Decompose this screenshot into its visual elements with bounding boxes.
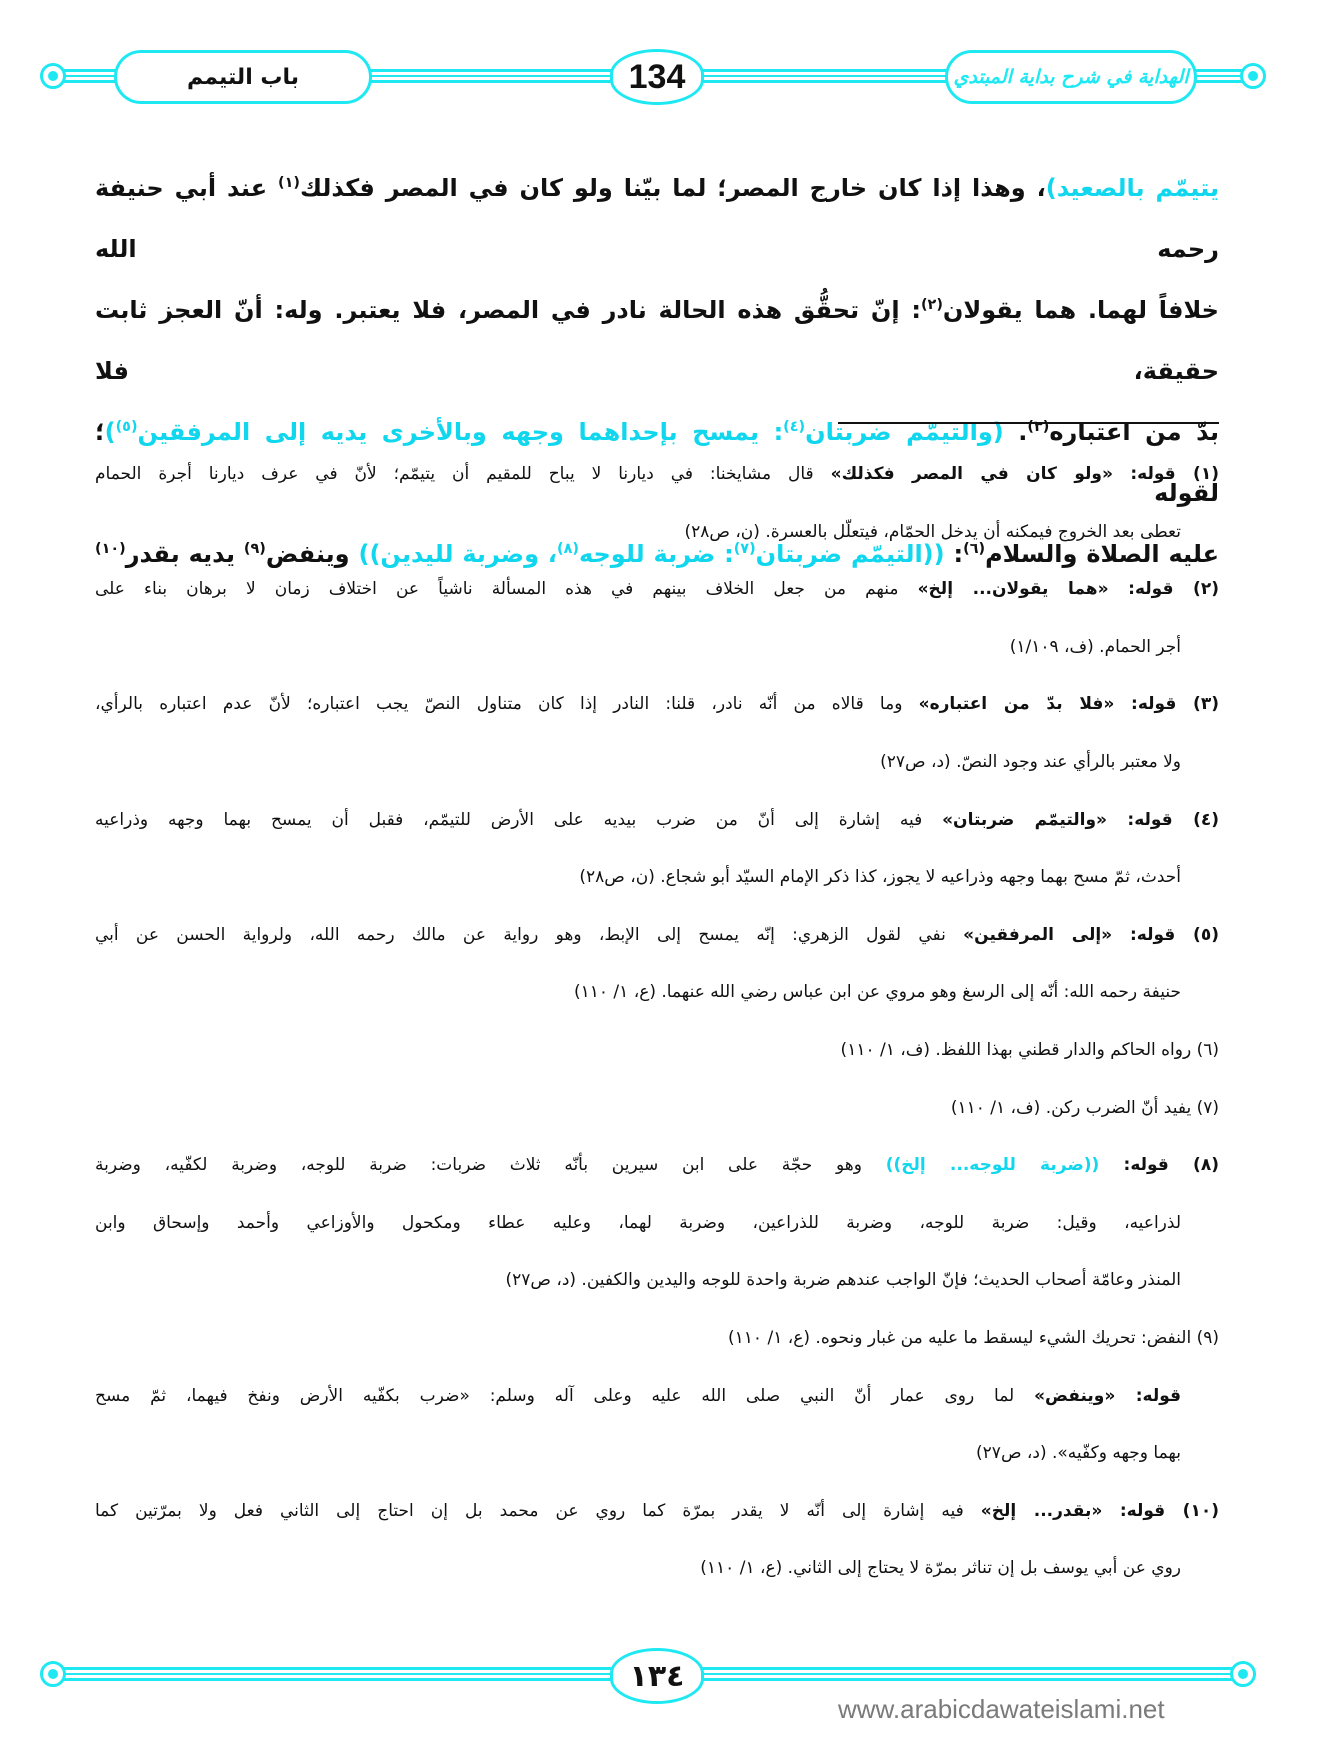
text-segment: أجر الحمام. (ف، ١/١٠٩) xyxy=(1009,636,1181,657)
header-right-ornament-icon xyxy=(1240,63,1266,89)
footnote-line xyxy=(95,907,1219,965)
footnote-line xyxy=(95,734,1219,792)
matn-highlight: يتيمّم بالصعيد) xyxy=(1045,174,1219,202)
text-segment: روي عن أبي يوسف بل إن تناثر بمرّة لا يحتاج إلى الثاني. (ع، ١/ ١١٠) xyxy=(700,1558,1181,1579)
text-segment: ، وهذا إذا كان خارج المصر؛ لما بيّنا ولو كان في المصر فكذلك xyxy=(299,174,1046,202)
text-segment: فيه إشارة إلى أنّ من ضرب بيديه على الأرض للتيمّم، فقبل أن يمسح بهما وجهه وذراعيه xyxy=(95,809,943,830)
footnote-line xyxy=(95,1022,1219,1080)
page-number: 134 xyxy=(628,57,686,96)
text-segment: ؛ لقوله xyxy=(95,418,1219,507)
footnote-separator xyxy=(838,422,1219,424)
footnote-line xyxy=(95,676,1219,734)
text-segment: يديه بقدر xyxy=(125,540,244,568)
footnote-reference[interactable]: (١) xyxy=(278,175,300,191)
text-segment: منهم من جعل الخلاف بينهم في هذه المسألة ناشياً عن اختلاف زمان لا برهان بناء على xyxy=(95,579,918,600)
text-segment: قال مشايخنا: في ديارنا لا يباح للمقيم أن يتيمّم؛ لأنّ في عرف ديارنا أجرة الحمام xyxy=(95,464,831,484)
footnote-reference[interactable]: (١٠) xyxy=(95,541,126,557)
footnote-reference[interactable]: (٢) xyxy=(920,297,943,313)
text-segment: عليه الصلاة والسلام xyxy=(985,540,1220,568)
footnote-line xyxy=(95,1195,1219,1253)
footnote-line xyxy=(95,1540,1219,1598)
text-segment: (٢) قوله: «هما يقولان... إلخ» xyxy=(917,579,1219,600)
footnote-line xyxy=(95,1137,1219,1195)
footnote-line xyxy=(95,964,1219,1022)
footnote-reference[interactable]: (٣) xyxy=(1027,419,1050,435)
footnotes xyxy=(95,446,1219,1598)
book-title-logo: الهداية في شرح بداية المبتدي xyxy=(953,66,1189,88)
footnote-line xyxy=(95,446,1219,504)
text-segment: ولا معتبر بالرأي عند وجود النصّ. (د، ص٢٧) xyxy=(880,751,1181,772)
footer-right-ornament-icon xyxy=(1230,1661,1256,1687)
footnote-line xyxy=(95,1310,1219,1368)
footnote-line xyxy=(95,1425,1219,1483)
matn-highlight: ، وضربة لليدين)) xyxy=(358,540,557,568)
footnote-line xyxy=(95,792,1219,850)
text-segment: حنيفة رحمه الله: أنّه إلى الرسغ وهو مروي عن ابن عباس رضي الله عنهما. (ع، ١/ ١١٠) xyxy=(573,982,1181,1003)
text-segment: تعطى بعد الخروج فيمكنه أن يدخل الحمّام، فيتعلّل بالعسرة. (ن، ص٢٨) xyxy=(684,521,1181,542)
footnote-line xyxy=(95,1080,1219,1138)
footnote-reference[interactable]: (٧) xyxy=(733,541,756,557)
footnote-reference[interactable]: (٤) xyxy=(783,419,806,435)
footnote-reference[interactable]: (٦) xyxy=(963,541,986,557)
chapter-title-box xyxy=(114,50,372,104)
website-link[interactable]: www.arabicdawateislami.net xyxy=(838,1694,1165,1724)
footer-page-number: ١٣٤ xyxy=(629,1658,685,1694)
text-segment: (٤) قوله: «والتيمّم ضربتان» xyxy=(942,809,1220,830)
chapter-title: باب التيمم xyxy=(186,64,300,90)
text-segment: المنذر وعامّة أصحاب الحديث؛ فإنّ الواجب عندهم ضربة واحدة للوجه واليدين والكفين. (د، ص٢٧) xyxy=(505,1270,1181,1291)
footnote-reference[interactable]: (٥) xyxy=(115,419,138,435)
footnote-line xyxy=(95,1252,1219,1310)
footnote-line xyxy=(95,1483,1219,1541)
matn-highlight: ((التيمّم ضربتان xyxy=(755,540,945,568)
matn-highlight: : يمسح بإحداهما وجهه وبالأخرى يديه إلى المرفقين xyxy=(137,418,784,446)
matn-highlight: ((ضربة للوجه... إلخ)) xyxy=(885,1155,1100,1176)
text-segment: (٣) قوله: «فلا بدّ من اعتباره» xyxy=(918,694,1219,715)
header-left-ornament-icon xyxy=(40,63,66,89)
matn-highlight: : ضربة للوجه xyxy=(578,540,734,568)
text-segment: عند أبي حنيفة رحمه الله xyxy=(95,174,1219,263)
text-segment: (٧) يفيد أنّ الضرب ركن. (ف، ١/ ١١٠) xyxy=(950,1097,1219,1118)
footnote-line xyxy=(95,849,1219,907)
text-segment: فيه إشارة إلى أنّه لا يقدر بمرّة كما روي عن محمد بل إن احتاج إلى الثاني فعل ولا بمرّتين كما xyxy=(95,1500,981,1521)
text-segment: (١٠) قوله: «بقدر... إلخ» xyxy=(980,1500,1219,1521)
text-segment: (٨) قوله: xyxy=(1099,1155,1219,1176)
footnote-line xyxy=(95,504,1219,562)
text-segment: لما روى عمار أنّ النبي صلى الله عليه وعلى آله وسلم: «ضرب بكفّيه الأرض ونفخ فيهما، ثمّ مسح xyxy=(95,1385,1035,1406)
text-segment: وما قالاه من أنّه نادر، قلنا: النادر إذا كان متناول النصّ يجب اعتباره؛ لأنّ عدم اعتباره بالرأي، xyxy=(95,694,919,715)
footer-page-number-box xyxy=(610,1648,704,1704)
page-number-box xyxy=(610,49,704,105)
footnote-reference[interactable]: (٨) xyxy=(556,541,579,557)
text-segment: لذراعيه، وقيل: ضربة للوجه، وضربة للذراعين، وضربة لهما، وعليه عطاء ومكحول والأوزاعي وأحمد وإسحاق وابن xyxy=(95,1212,1181,1233)
text-segment: (٥) قوله: «إلى المرفقين» xyxy=(963,924,1220,945)
matn-highlight: ) xyxy=(104,418,116,446)
footnote-line xyxy=(95,561,1219,619)
text-segment: (٦) رواه الحاكم والدار قطني بهذا اللفظ. (ف، ١/ ١١٠) xyxy=(840,1039,1219,1060)
text-segment: قوله: «وينفض» xyxy=(1034,1385,1181,1406)
text-segment: : إنّ تحقُّق هذه الحالة نادر في المصر، فلا يعتبر. وله: أنّ العجز ثابت حقيقة، فلا xyxy=(95,296,1219,385)
footnote-line xyxy=(95,1368,1219,1426)
text-segment: (١) قوله: «ولو كان في المصر فكذلك» xyxy=(830,464,1219,484)
text-segment: بدّ من اعتباره xyxy=(1049,418,1219,446)
text-segment: وهو حجّة على ابن سيرين بأنّه ثلاث ضربات: ضربة للوجه، وضربة لكفّيه، وضربة xyxy=(95,1155,886,1176)
footnote-line xyxy=(95,619,1219,677)
main-text-line xyxy=(95,158,1219,280)
text-segment: نفي لقول الزهري: إنّه يمسح إلى الإبط، وهو رواية عن مالك رحمه الله، ولرواية الحسن عن أبي xyxy=(95,924,964,945)
text-segment: وينفض xyxy=(265,540,359,568)
footer-left-ornament-icon xyxy=(40,1661,66,1687)
matn-highlight: (والتيمّم ضربتان xyxy=(805,418,1004,446)
text-segment: : xyxy=(944,540,964,568)
text-segment: (٩) النفض: تحريك الشيء ليسقط ما عليه من غبار ونحوه. (ع، ١/ ١١٠) xyxy=(728,1327,1219,1348)
book-title-cartouche xyxy=(945,50,1197,104)
main-text-line xyxy=(95,280,1219,402)
text-segment: بهما وجهه وكفّيه». (د، ص٢٧) xyxy=(976,1443,1181,1464)
text-segment: خلافاً لهما. هما يقولان xyxy=(942,296,1219,324)
footnote-reference[interactable]: (٩) xyxy=(243,541,266,557)
text-segment: أحدث، ثمّ مسح بهما وجهه وذراعيه لا يجوز، كذا ذكر الإمام السيّد أبو شجاع. (ن، ص٢٨) xyxy=(579,867,1181,888)
text-segment: . xyxy=(1003,418,1028,446)
